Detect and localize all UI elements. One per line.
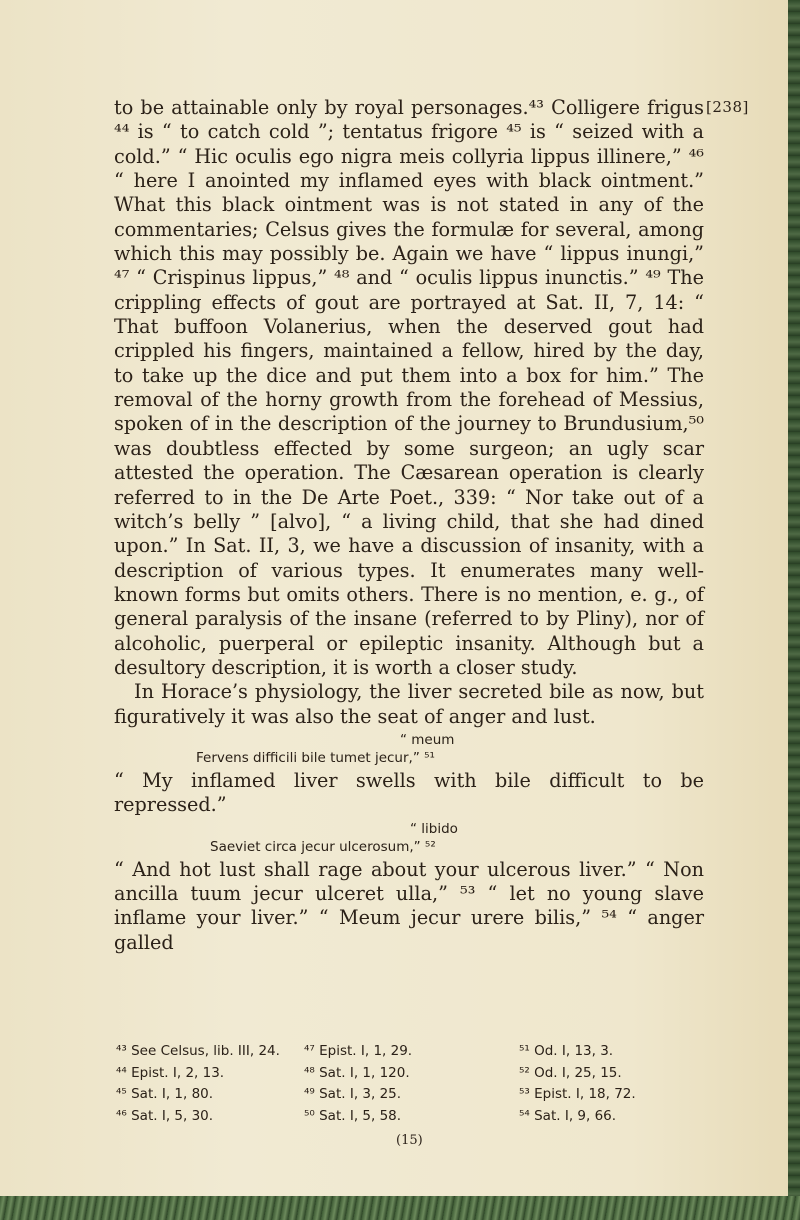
book-cover-edge [0, 1196, 800, 1220]
verse-line: “ meum [400, 731, 455, 748]
footnote-column [116, 1041, 304, 1127]
verse-line: Fervens difficili bile tumet jecur,” ⁵¹ [196, 749, 435, 766]
translation-line-2: “ And hot lust shall rage about your ulcerous liver.” “ Non ancilla tuum jecur ulceret ulla,” ⁵³ “ let no young slave inflame your liver.” “ Meum jecur urere bilis,” ⁵⁴ “ anger galled [114, 857, 704, 954]
verse-quote-2 [114, 820, 704, 856]
verse-line: Saeviet circa jecur ulcerosum,” ⁵² [210, 838, 436, 855]
footnote: ⁵³ Epist. I, 18, 72. [519, 1086, 636, 1102]
page-number: (15) [396, 1133, 423, 1148]
footnote: ⁵¹ Od. I, 13, 3. [519, 1043, 614, 1059]
footnote: ⁵⁴ Sat. I, 9, 66. [519, 1107, 617, 1124]
footnote: ⁴³ See Celsus, lib. III, 24. [116, 1043, 280, 1059]
footnote-column [519, 1041, 699, 1127]
verse-quote-1 [114, 731, 704, 767]
original-page-reference: [238] [706, 98, 749, 116]
footnote: ⁴⁵ Sat. I, 1, 80. [116, 1086, 214, 1102]
footnote: ⁴⁶ Sat. I, 5, 30. [116, 1107, 214, 1124]
book-binding-edge [788, 0, 800, 1220]
footnote: ⁴⁸ Sat. I, 1, 120. [304, 1064, 410, 1081]
verse-line: “ libido [410, 820, 458, 837]
paragraph-2: In Horace’s physiology, the liver secreted bile as now, but figuratively it was also the seat of anger and lust. [114, 680, 704, 728]
footnote-column [304, 1041, 519, 1127]
footnote: ⁵² Od. I, 25, 15. [519, 1064, 622, 1081]
translation-line-1: “ My inflamed liver swells with bile difficult to be repressed.” [114, 768, 704, 817]
paragraph-1: to be attainable only by royal personages.⁴³ Colligere frigus ⁴⁴ is “ to catch cold ”; tentatus frigore ⁴⁵ is “ seized with a cold.” “ Hic oculis ego nigra meis collyria lippus illinere,” ⁴⁶ “ here I anointed my inflamed eyes with black ointment.” What this black ointment was is not stated in any of the commentaries; Celsus gives the formulæ for several, among which this may possibly be. Again we have “ lippus inungi,” ⁴⁷ “ Crispinus lippus,” ⁴⁸ and “ oculis lippus inunctis.” ⁴⁹ The crippling effects of gout are portrayed at Sat. II, 7, 14: “ That buffoon Volanerius, when the deserved gout had crippled his fingers, maintained a fellow, hired by the day, to take up the dice and put them into a box for him.” The removal of the horny growth from the forehead of Messius, spoken of in the description of the journey to Brundusium,⁵⁰ was doubtless effected by some surgeon; an ugly scar attested the operation. The Cæsarean operation is clearly referred to in the De Arte Poet., 339: “ Nor take out of a witch’s belly ” [alvo], “ a living child, that she had dined upon.” In Sat. II, 3, we have a discussion of insanity, with a description of various types. It enumerates many well-known forms but omits others. There is no mention, e. g., of general paralysis of the insane (referred to by Pliny), nor of alcoholic, puerperal or epileptic insanity. Although but a desultory description, it is worth a closer study. [114, 96, 704, 679]
footnotes [116, 1041, 716, 1127]
footnote: ⁴⁴ Epist. I, 2, 13. [116, 1064, 225, 1081]
footnote: ⁴⁹ Sat. I, 3, 25. [304, 1086, 402, 1102]
footnote: ⁵⁰ Sat. I, 5, 58. [304, 1107, 402, 1124]
body-text [114, 96, 704, 955]
footnote: ⁴⁷ Epist. I, 1, 29. [304, 1043, 413, 1059]
